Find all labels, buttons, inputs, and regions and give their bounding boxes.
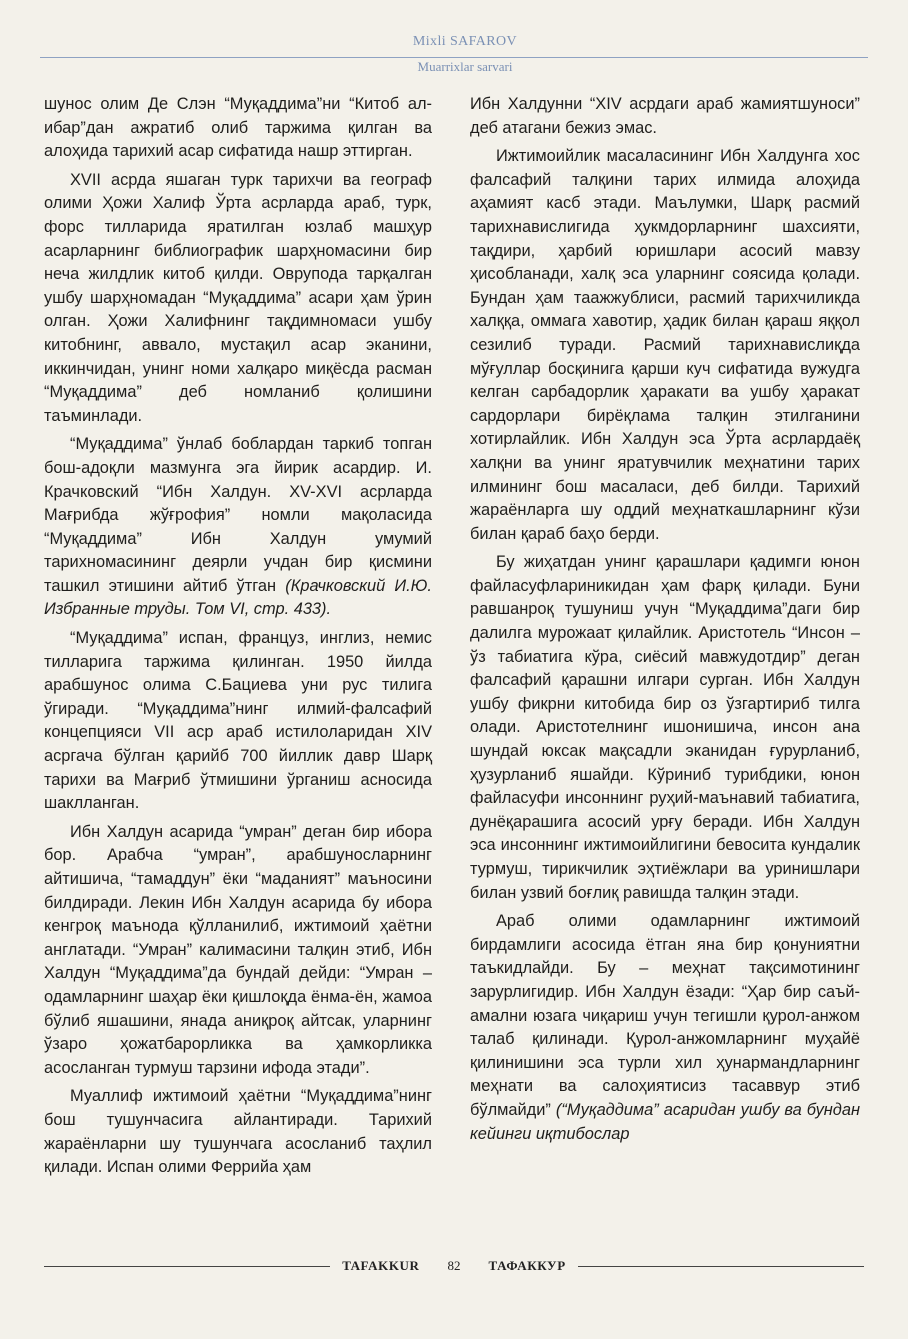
left-column	[44, 93, 432, 1180]
footer-magazine-cyrillic: ТАФАККУР	[488, 1258, 566, 1273]
header-article-title: Muarrixlar sarvari	[417, 59, 513, 74]
paragraph	[44, 433, 432, 622]
paragraph: Муаллиф ижтимоий ҳаётни “Муқаддима”нинг бош тушунчасига айлантиради. Тарихий жараёнларни шу тушунчага асосланиб таҳлил қилади. Испан олими Феррийа ҳам	[44, 1087, 432, 1177]
page-footer	[44, 1256, 864, 1276]
paragraph-text: “Муқаддима” ўнлаб боблардан таркиб топган бош-адоқли мазмунга эга йирик асардир. И. Крачковский “Ибн Халдун. XV-XVI асрларда Мағрибда жўғрофия” номли мақоласида “Муқаддима” Ибн Халдун умумий тарихномасининг деярли учдан бир қисмини ташкил этишини айтиб ўтган	[44, 435, 432, 595]
paragraph-text: Араб олими одамларнинг ижтимоий бирдамлиги асосида ётган яна бир қонуниятни таъкидлайди. Бу – меҳнат тақсимотининг зарурлигидир. Ибн Халдун ёзади: “Ҳар бир саъй-амални юзага чиқариш учун тегишли қурол-анжом талаб қилинади. Қурол-анжомларнинг муҳайё қилинишини эса турли хил ҳунармандларнинг меҳнати ва салоҳиятисиз тасаввур этиб бўлмайди”	[470, 912, 860, 1119]
paragraph: шунос олим Де Слэн “Муқаддима”ни “Китоб ал-ибар”дан ажратиб олиб таржима қилган ва алоҳида тарихий асар сифатида нашр эттирган.	[44, 95, 432, 161]
paragraph: Бу жиҳатдан унинг қарашлари қадимги юнон файласуфлариникидан ҳам фарқ қилади. Буни равшанроқ тушуниш учун “Муқаддима”даги бир далилга мурожаат қилайлик. Аристотель “Инсон – ўз табиатига кўра, сиёсий мавжудотдир” деган фалсафий қарашни илгари сурган. Ибн Халдун ушбу фикрни китобида бир оз ўзгартириб тилга олади. Аристотелнинг ишонишича, инсон ана шундай юксак мақсадли эканидан ғурурланиб, ҳузурланиб яшайди. Кўриниб турибдики, юнон файласуфи инсоннинг руҳий-маънавий табиатига, дунёқарашига асосий урғу беради. Ибн Халдун эса инсоннинг ижтимоийлигини бевосита кундалик турмуш, тирикчилик эҳтиёжлари ва уринишлари билан узвий боғлиқ равишда талқин этади.	[470, 553, 860, 902]
header-rule	[40, 57, 868, 58]
footer-rule-left	[44, 1266, 330, 1267]
paragraph: Ибн Халдун асарида “умран” деган бир ибора бор. Арабча “умран”, арабшуносларнинг айтишича, “тамаддун” ёки “маданият” маъносини билдиради. Лекин Ибн Халдун асарида бу ибора кенгроқ маънода қўлланилиб, ижтимоий ҳаётни англатади. “Умран” калимасини талқин этиб, Ибн Халдун “Муқаддима”да бундай дейди: “Умран – одамларнинг шаҳар ёки қишлоқда ёнма-ён, жамоа бўлиб яшашини, янада аниқроқ айтсак, уларнинг ўзаро ҳожатбарорликка ва ҳамкорликка асосланган турмуш тарзини ифода этади”.	[44, 822, 432, 1077]
paragraph	[470, 910, 860, 1146]
citation: (“Муқаддима” асаридан ушбу ва бундан кейинги иқтибослар	[470, 1100, 861, 1143]
citation: (Крачковский И.Ю. Избранные труды. Том VI, стр. 433).	[44, 576, 432, 619]
header-author: Mixli SAFAROV	[412, 34, 518, 49]
paragraph: XVII асрда яшаган турк тарихчи ва географ олими Ҳожи Халиф Ўрта асрларда араб, турк, форс тилларида яратилган юзлаб машҳур асарларнинг библиографик шарҳномасини бир неча жилдлик китоб қилди. Оврупода тарқалган ушбу шарҳномадан “Муқаддима” асари ҳам ўрин олган. Ҳожи Халифнинг тақдимномаси ушбу китобнинг, аввало, мустақил асар эканини, иккинчидан, унинг номи халқаро миқёсда расман “Муқаддима” деб номланиб қолишини таъминлади.	[44, 170, 432, 425]
footer-magazine-latin: TAFAKKUR	[342, 1258, 420, 1273]
paragraph: Ижтимоийлик масаласининг Ибн Халдунга хос фалсафий талқини тарих илмида алоҳида аҳамият касб этади. Маълумки, Шарқ расмий тарихнавислигида ҳукмдорларнинг шахсияти, тақдири, ҳарбий юришлари асосий мавзу ҳисобланади, халқ эса уларнинг соясида қолади. Бундан ҳам таажжублиси, расмий тарихчиликда халққа, оммага хавотир, ҳадик билан қараш яққол сезилиб туради. Расмий тарихнавислиқда мўғуллар босқинига қарши куч сифатида вужудга келган сарбадорлик ҳаракати ва ушбу ҳаракат сардорлари бирёқлама талқин этилганини хотирлайлик. Ибн Халдун эса Ўрта асрлардаёқ халқни ва унинг яратувчилик меҳнатини тарих илмининг бош масаласи, деб билди. Тарихий жараёнларга шу оддий меҳнаткашларнинг кўзи билан қараб баҳо берди.	[470, 147, 860, 543]
paragraph: “Муқаддима” испан, француз, инглиз, немис тилларига таржима қилинган. 1950 йилда арабшунос олима С.Бациева уни рус тилига ўгиради. “Муқаддима”нинг илмий-фалсафий концепцияси VII аср араб истилоларидан XIV асргача бўлган қарийб 700 йиллик давр Шарқ тарихи ва Мағриб ўтмишини ўрганиш асносида шаклланган.	[44, 629, 432, 813]
paragraph: Ибн Халдунни “XIV асрдаги араб жамиятшуноси” деб атагани бежиз эмас.	[470, 95, 860, 137]
footer-rule-right	[578, 1266, 864, 1267]
right-column	[470, 93, 860, 1146]
page-number: 82	[447, 1258, 461, 1273]
